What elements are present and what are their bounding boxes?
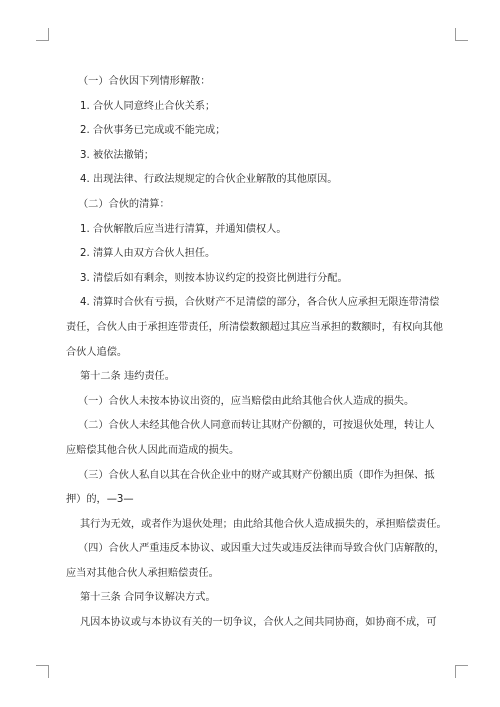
list-item: 3. 清偿后如有剩余，则按本协议约定的投资比例进行分配。 (80, 272, 348, 284)
list-item: 4. 出现法律、行政法规规定的合伙企业解散的其他原因。 (80, 174, 338, 186)
article-heading: 第十三条 合同争议解决方式。 (80, 592, 216, 604)
paragraph-line: 凡因本协议或与本协议有关的一切争议，合伙人之间共同协商，如协商不成，可 (80, 617, 437, 629)
paragraph-line: 合伙人追偿。 (66, 346, 128, 358)
list-item: 1. 合伙人同意终止合伙关系； (80, 100, 216, 112)
paragraph-line: 其行为无效，或者作为退伙处理；由此给其他合伙人造成损失的，承担赔偿责任。 (80, 518, 447, 530)
paragraph-line-with-page-number: 押）的，—3— (66, 494, 134, 506)
paragraph-line: （四）合伙人严重违反本协议、或因重大过失或违反法律而导致合伙门店解散的， (78, 543, 445, 555)
paragraph-line: （一）合伙人未按本协议出资的，应当赔偿由此给其他合伙人造成的损失。 (78, 395, 415, 407)
paragraph-line: 4. 清算时合伙有亏损，合伙财产不足清偿的部分，各合伙人应承担无限连带清偿 (80, 297, 440, 309)
list-item: 2. 合伙事务已完成或不能完成； (80, 125, 226, 137)
paragraph-line: 责任，合伙人由于承担连带责任，所清偿数额超过其应当承担的数额时，有权向其他 (66, 321, 443, 333)
paragraph-line: （三）合伙人私自以其在合伙企业中的财产或其财产份额出质（即作为担保、抵 (78, 469, 435, 481)
crop-mark-top-right (455, 28, 468, 41)
paragraph-line: 应当对其他合伙人承担赔偿责任。 (66, 567, 219, 579)
crop-mark-bottom-right (455, 665, 468, 678)
paragraph-line: （二）合伙人未经其他合伙人同意而转让其财产份额的，可按退伙处理，转让人 (78, 420, 435, 432)
section-heading: （二）合伙的清算： (78, 198, 170, 210)
paragraph-line: 应赔偿其他合伙人因此而造成的损失。 (66, 444, 240, 456)
list-item: 3. 被依法撤销； (80, 149, 155, 161)
list-item: 2. 清算人由双方合伙人担任。 (80, 248, 216, 260)
article-heading: 第十二条 违约责任。 (80, 371, 175, 383)
list-item: 1. 合伙解散后应当进行清算，并通知债权人。 (80, 223, 287, 235)
section-heading: （一）合伙因下列情形解散： (78, 76, 211, 87)
crop-mark-top-left (36, 28, 49, 41)
crop-mark-bottom-left (36, 665, 49, 678)
document-body (66, 70, 446, 636)
